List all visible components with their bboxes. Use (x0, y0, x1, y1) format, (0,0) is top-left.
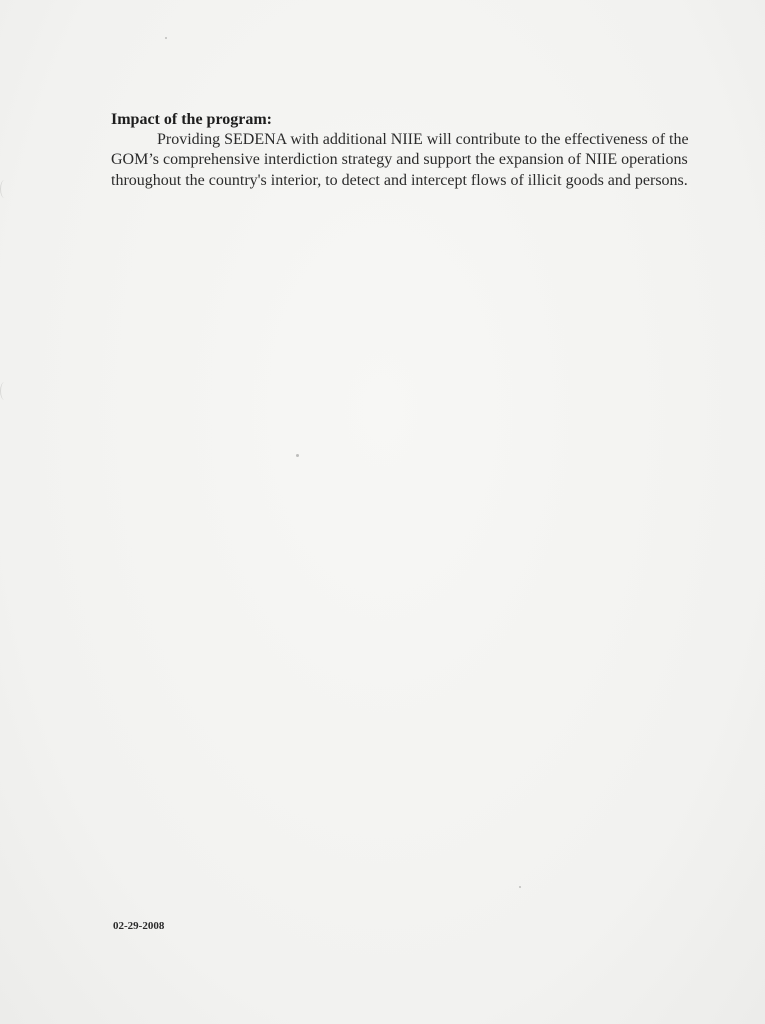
scan-speck (296, 454, 299, 457)
scan-speck (519, 886, 521, 888)
section-heading: Impact of the program: (111, 111, 273, 128)
body-paragraph: Providing SEDENA with additional NIIE will contribute to the effectiveness of the GOM’s comprehensive interdiction strategy and support the expansion of NIIE operations throughout the country's interior, to detect and intercept flows of illicit goods and persons. (111, 131, 689, 189)
scan-edge-mark (0, 180, 9, 198)
document-date: 02-29-2008 (113, 920, 165, 932)
scan-speck (165, 37, 167, 39)
document-body (111, 110, 711, 191)
scan-edge-mark (0, 382, 9, 400)
